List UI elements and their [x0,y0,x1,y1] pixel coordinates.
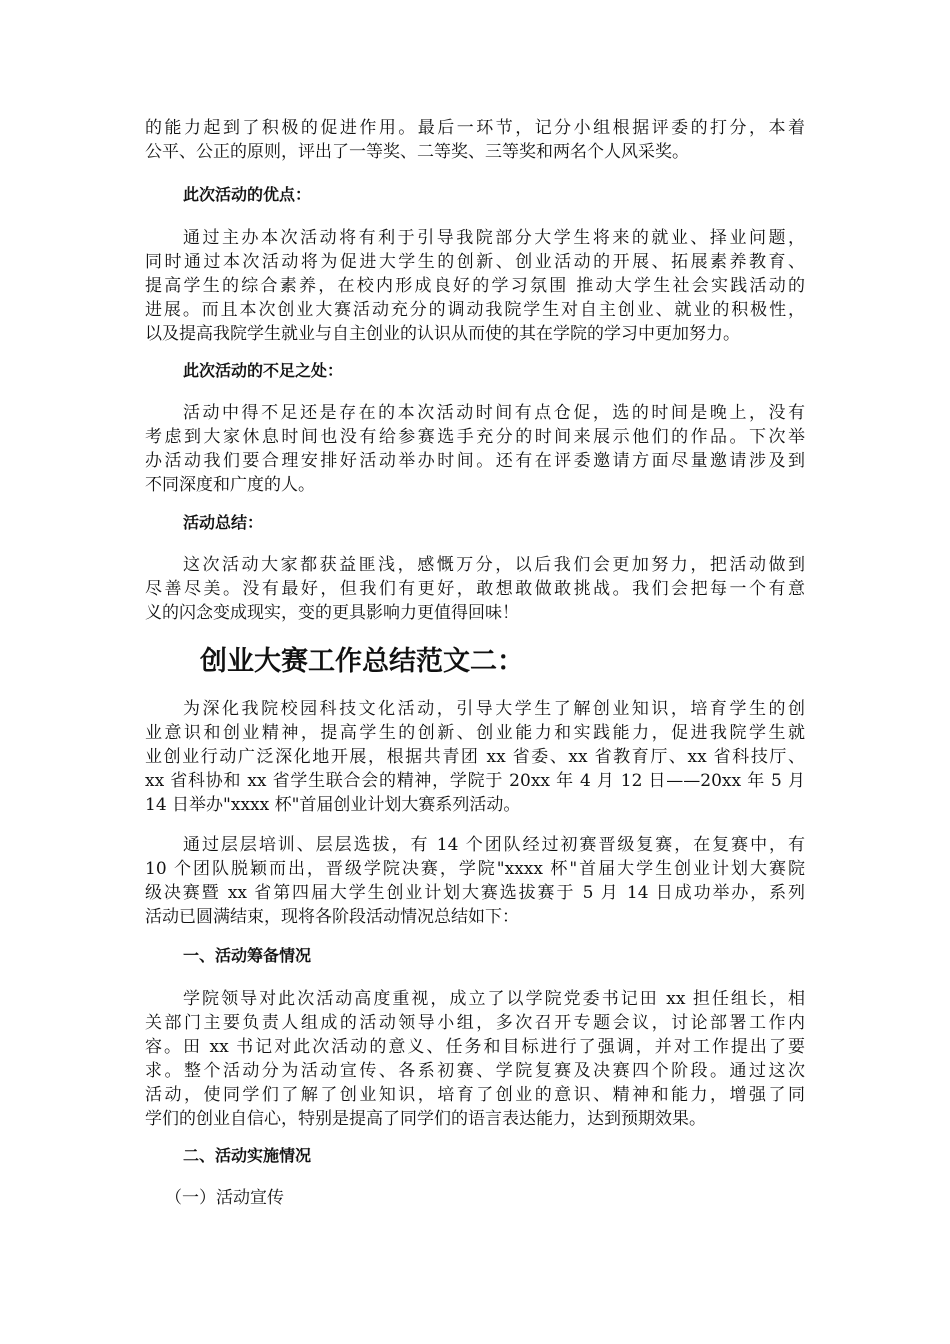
paragraph-line: 活动，使同学们了解了创业知识，培育了创业的意识、精神和能力，增强了同 [145,1085,805,1105]
paragraph-line: 以及提高我院学生就业与自主创业的认识从而使的其在学院的学习中更加努力。 [145,324,740,344]
paragraph-line: 为深化我院校园科技文化活动，引导大学生了解创业知识，培育学生的创 [183,699,805,719]
paragraph-line: 通过层层培训、层层选拔，有 14 个团队经过初赛晋级复赛，在复赛中，有 [183,835,805,855]
paragraph-line: 10 个团队脱颖而出，晋级学院决赛，学院"xxxx 杯"首届大学生创业计划大赛院 [145,859,805,879]
paragraph-line: 学们的创业自信心，特别是提高了同学们的语言表达能力，达到预期效果。 [145,1109,706,1129]
paragraph-line: 考虑到大家休息时间也没有给参赛选手充分的时间来展示他们的作品。下次举 [145,427,805,447]
paragraph-line: 学院领导对此次活动高度重视，成立了以学院党委书记田 xx 担任组长，相 [183,989,805,1009]
subheading-publicity: （一）活动宣传 [165,1188,284,1208]
paragraph-line: 级决赛暨 xx 省第四届大学生创业计划大赛选拔赛于 5 月 14 日成功举办，系列 [145,883,805,903]
paragraph-line: 容。田 xx 书记对此次活动的意义、任务和目标进行了强调，并对工作提出了要 [145,1037,805,1057]
paragraph-line: 进展。而且本次创业大赛活动充分的调动我院学生对自主创业、就业的积极性， [145,300,805,320]
paragraph-line: 活动已圆满结束，现将各阶段活动情况总结如下： [145,907,519,927]
heading-section-1: 一、活动筹备情况 [183,946,312,965]
paragraph-line: 这次活动大家都获益匪浅，感慨万分，以后我们会更加努力，把活动做到 [183,555,805,575]
heading-section-2: 二、活动实施情况 [183,1146,312,1165]
section-title: 创业大赛工作总结范文二： [200,646,524,677]
heading-summary: 活动总结： [183,513,264,532]
paragraph-line: 尽善尽美。没有最好，但我们有更好，敢想敢做敢挑战。我们会把每一个有意 [145,579,805,599]
paragraph-line: 业意识和创业精神，提高学生的创新、创业能力和实践能力，促进我院学生就 [145,723,805,743]
paragraph-line: 业创业行动广泛深化地开展，根据共青团 xx 省委、xx 省教育厅、xx 省科技厅、 [145,747,805,767]
paragraph-line: 14 日举办"xxxx 杯"首届创业计划大赛系列活动。 [145,795,521,815]
paragraph-line: 通过主办本次活动将有利于引导我院部分大学生将来的就业、择业问题， [183,228,805,248]
heading-shortcomings: 此次活动的不足之处： [183,361,344,380]
paragraph-line: 同时通过本次活动将为促进大学生的创新、创业活动的开展、拓展素养教育、 [145,252,805,272]
paragraph-line: 求。整个活动分为活动宣传、各系初赛、学院复赛及决赛四个阶段。通过这次 [145,1061,805,1081]
heading-advantages: 此次活动的优点： [183,185,312,204]
paragraph-line: 办活动我们要合理安排好活动举办时间。还有在评委邀请方面尽量邀请涉及到 [145,451,805,471]
paragraph-line: 提高学生的综合素养，在校内形成良好的学习氛围 推动大学生社会实践活动的 [145,276,805,296]
paragraph-line: 不同深度和广度的人。 [145,475,315,495]
paragraph-line: xx 省科协和 xx 省学生联合会的精神，学院于 20xx 年 4 月 12 日——20xx 年 5 月 [145,771,805,791]
paragraph-line: 公平、公正的原则，评出了一等奖、二等奖、三等奖和两名个人风采奖。 [145,142,689,162]
paragraph-line: 义的闪念变成现实，变的更具影响力更值得回味！ [145,603,519,623]
paragraph-line: 关部门主要负责人组成的活动领导小组，多次召开专题会议，讨论部署工作内 [145,1013,805,1033]
paragraph-line: 的能力起到了积极的促进作用。最后一环节，记分小组根据评委的打分，本着 [145,118,805,138]
paragraph-line: 活动中得不足还是存在的本次活动时间有点仓促，选的时间是晚上，没有 [183,403,805,423]
